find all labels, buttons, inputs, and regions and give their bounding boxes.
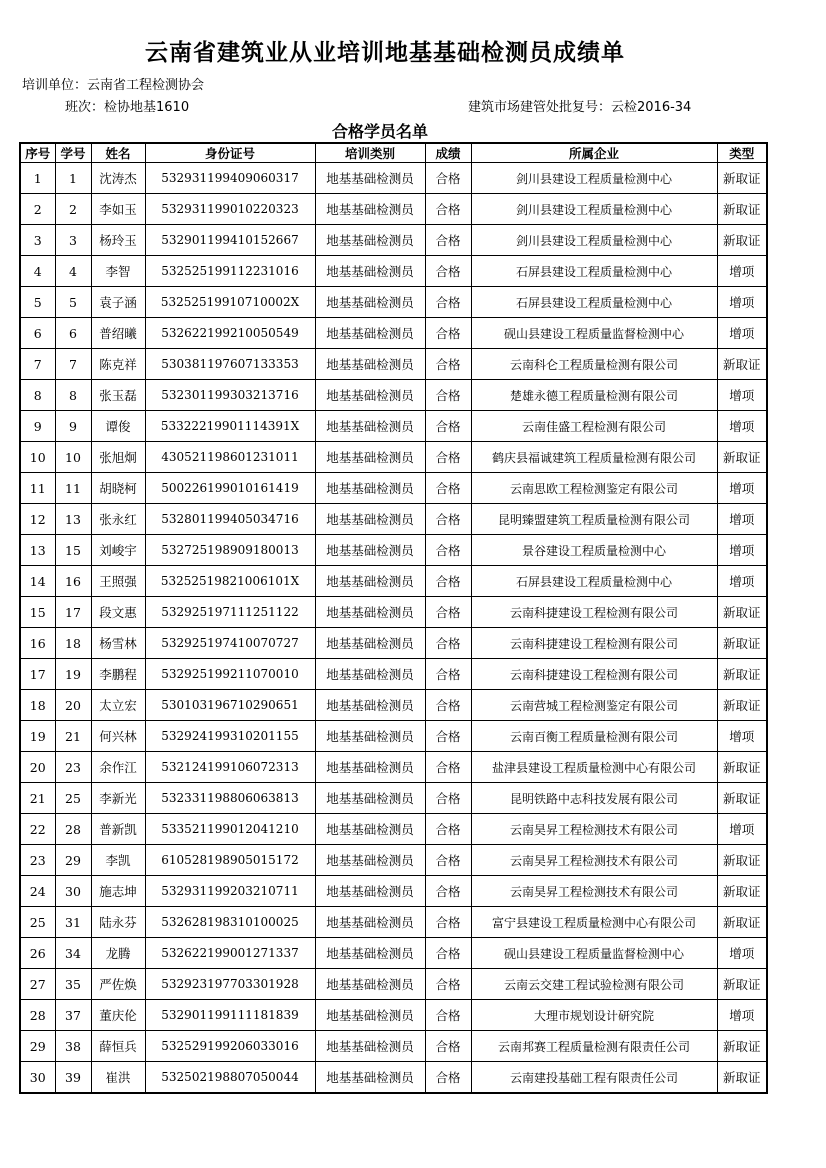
cell-id-number: 532925197111251122 xyxy=(145,597,315,628)
cell-student-no: 13 xyxy=(55,504,91,535)
cell-student-no: 17 xyxy=(55,597,91,628)
cell-type: 增项 xyxy=(717,938,767,969)
cell-company: 富宁县建设工程质量检测中心有限公司 xyxy=(471,907,717,938)
cell-name: 袁子涵 xyxy=(91,287,145,318)
cell-type: 新取证 xyxy=(717,659,767,690)
cell-id-number: 532924199310201155 xyxy=(145,721,315,752)
cell-id-number: 532931199203210711 xyxy=(145,876,315,907)
cell-type: 增项 xyxy=(717,287,767,318)
cell-seq: 13 xyxy=(20,535,55,566)
cell-student-no: 28 xyxy=(55,814,91,845)
table-row xyxy=(20,411,767,442)
cell-result: 合格 xyxy=(425,628,471,659)
cell-company: 云南邦赛工程质量检测有限责任公司 xyxy=(471,1031,717,1062)
cell-id-number: 532525199112231016 xyxy=(145,256,315,287)
cell-name: 张永红 xyxy=(91,504,145,535)
table-row xyxy=(20,194,767,225)
cell-training-category: 地基基础检测员 xyxy=(315,349,425,380)
table-row xyxy=(20,876,767,907)
cell-name: 龙腾 xyxy=(91,938,145,969)
cell-name: 杨雪林 xyxy=(91,628,145,659)
cell-training-category: 地基基础检测员 xyxy=(315,287,425,318)
cell-company: 云南营城工程检测鉴定有限公司 xyxy=(471,690,717,721)
cell-type: 新取证 xyxy=(717,969,767,1000)
cell-student-no: 1 xyxy=(55,163,91,194)
cell-result: 合格 xyxy=(425,318,471,349)
cell-seq: 10 xyxy=(20,442,55,473)
cell-id-number: 532502198807050044 xyxy=(145,1062,315,1094)
cell-id-number: 532628198310100025 xyxy=(145,907,315,938)
cell-seq: 24 xyxy=(20,876,55,907)
cell-company: 云南昊昇工程检测技术有限公司 xyxy=(471,876,717,907)
cell-result: 合格 xyxy=(425,225,471,256)
cell-type: 新取证 xyxy=(717,225,767,256)
cell-id-number: 532529199206033016 xyxy=(145,1031,315,1062)
cell-student-no: 9 xyxy=(55,411,91,442)
cell-result: 合格 xyxy=(425,752,471,783)
cell-result: 合格 xyxy=(425,380,471,411)
cell-result: 合格 xyxy=(425,597,471,628)
cell-training-category: 地基基础检测员 xyxy=(315,659,425,690)
cell-seq: 8 xyxy=(20,380,55,411)
cell-type: 增项 xyxy=(717,814,767,845)
table-row xyxy=(20,256,767,287)
cell-company: 云南科捷建设工程检测有限公司 xyxy=(471,597,717,628)
table-row xyxy=(20,783,767,814)
cell-training-category: 地基基础检测员 xyxy=(315,504,425,535)
cell-id-number: 532331198806063813 xyxy=(145,783,315,814)
cell-student-no: 16 xyxy=(55,566,91,597)
cell-type: 增项 xyxy=(717,566,767,597)
cell-id-number: 530381197607133353 xyxy=(145,349,315,380)
cell-student-no: 20 xyxy=(55,690,91,721)
cell-training-category: 地基基础检测员 xyxy=(315,969,425,1000)
cell-company: 石屏县建设工程质量检测中心 xyxy=(471,287,717,318)
header-company: 所属企业 xyxy=(471,143,717,163)
cell-training-category: 地基基础检测员 xyxy=(315,907,425,938)
table-row xyxy=(20,628,767,659)
cell-type: 新取证 xyxy=(717,907,767,938)
cell-company: 云南百衡工程质量检测有限公司 xyxy=(471,721,717,752)
cell-training-category: 地基基础检测员 xyxy=(315,225,425,256)
cell-id-number: 532725198909180013 xyxy=(145,535,315,566)
cell-student-no: 3 xyxy=(55,225,91,256)
training-organization: 培训单位：云南省工程检测协会 xyxy=(22,78,205,93)
cell-training-category: 地基基础检测员 xyxy=(315,1062,425,1094)
cell-student-no: 31 xyxy=(55,907,91,938)
cell-type: 新取证 xyxy=(717,690,767,721)
cell-seq: 14 xyxy=(20,566,55,597)
cell-company: 昆明铁路中志科技发展有限公司 xyxy=(471,783,717,814)
cell-company: 景谷建设工程质量检测中心 xyxy=(471,535,717,566)
cell-seq: 23 xyxy=(20,845,55,876)
cell-training-category: 地基基础检测员 xyxy=(315,752,425,783)
cell-result: 合格 xyxy=(425,938,471,969)
table-row xyxy=(20,442,767,473)
cell-seq: 22 xyxy=(20,814,55,845)
table-row xyxy=(20,318,767,349)
cell-seq: 28 xyxy=(20,1000,55,1031)
cell-type: 新取证 xyxy=(717,1031,767,1062)
cell-seq: 11 xyxy=(20,473,55,504)
cell-training-category: 地基基础检测员 xyxy=(315,597,425,628)
cell-name: 刘峻宇 xyxy=(91,535,145,566)
cell-seq: 20 xyxy=(20,752,55,783)
cell-result: 合格 xyxy=(425,1031,471,1062)
cell-student-no: 6 xyxy=(55,318,91,349)
cell-result: 合格 xyxy=(425,349,471,380)
table-row xyxy=(20,721,767,752)
cell-student-no: 30 xyxy=(55,876,91,907)
cell-type: 新取证 xyxy=(717,783,767,814)
cell-training-category: 地基基础检测员 xyxy=(315,318,425,349)
cell-name: 李如玉 xyxy=(91,194,145,225)
cell-training-category: 地基基础检测员 xyxy=(315,814,425,845)
table-row xyxy=(20,1062,767,1094)
cell-training-category: 地基基础检测员 xyxy=(315,628,425,659)
cell-student-no: 15 xyxy=(55,535,91,566)
cell-name: 崔洪 xyxy=(91,1062,145,1094)
cell-id-number: 532931199409060317 xyxy=(145,163,315,194)
cell-company: 云南思欧工程检测鉴定有限公司 xyxy=(471,473,717,504)
cell-seq: 1 xyxy=(20,163,55,194)
cell-seq: 3 xyxy=(20,225,55,256)
cell-student-no: 34 xyxy=(55,938,91,969)
cell-seq: 21 xyxy=(20,783,55,814)
table-row xyxy=(20,938,767,969)
table-row xyxy=(20,814,767,845)
cell-name: 李鹏程 xyxy=(91,659,145,690)
cell-type: 新取证 xyxy=(717,1062,767,1094)
cell-result: 合格 xyxy=(425,969,471,1000)
cell-company: 石屏县建设工程质量检测中心 xyxy=(471,256,717,287)
list-subtitle: 合格学员名单 xyxy=(331,122,428,141)
cell-seq: 9 xyxy=(20,411,55,442)
cell-seq: 17 xyxy=(20,659,55,690)
cell-name: 普新凯 xyxy=(91,814,145,845)
cell-name: 施志坤 xyxy=(91,876,145,907)
cell-id-number: 53252519910710002X xyxy=(145,287,315,318)
cell-name: 张玉磊 xyxy=(91,380,145,411)
cell-result: 合格 xyxy=(425,659,471,690)
cell-training-category: 地基基础检测员 xyxy=(315,783,425,814)
cell-company: 云南佳盛工程检测有限公司 xyxy=(471,411,717,442)
cell-id-number: 532901199410152667 xyxy=(145,225,315,256)
cell-student-no: 4 xyxy=(55,256,91,287)
cell-company: 云南昊昇工程检测技术有限公司 xyxy=(471,814,717,845)
cell-training-category: 地基基础检测员 xyxy=(315,163,425,194)
cell-name: 董庆伦 xyxy=(91,1000,145,1031)
cell-company: 盐津县建设工程质量检测中心有限公司 xyxy=(471,752,717,783)
cell-company: 云南科捷建设工程检测有限公司 xyxy=(471,659,717,690)
cell-student-no: 8 xyxy=(55,380,91,411)
cell-training-category: 地基基础检测员 xyxy=(315,845,425,876)
table-body xyxy=(20,163,767,1094)
cell-type: 增项 xyxy=(717,380,767,411)
cell-name: 严佐焕 xyxy=(91,969,145,1000)
cell-type: 新取证 xyxy=(717,597,767,628)
table-row xyxy=(20,566,767,597)
header-id-number: 身份证号 xyxy=(145,143,315,163)
header-training-category: 培训类别 xyxy=(315,143,425,163)
document-title: 云南省建筑业从业培训地基基础检测员成绩单 xyxy=(145,40,625,66)
cell-company: 昆明臻盟建筑工程质量检测有限公司 xyxy=(471,504,717,535)
cell-result: 合格 xyxy=(425,814,471,845)
table-row xyxy=(20,473,767,504)
cell-id-number: 532622199001271337 xyxy=(145,938,315,969)
cell-seq: 4 xyxy=(20,256,55,287)
cell-student-no: 35 xyxy=(55,969,91,1000)
cell-result: 合格 xyxy=(425,442,471,473)
cell-name: 谭俊 xyxy=(91,411,145,442)
cell-name: 太立宏 xyxy=(91,690,145,721)
table-row xyxy=(20,690,767,721)
cell-student-no: 7 xyxy=(55,349,91,380)
cell-student-no: 10 xyxy=(55,442,91,473)
table-row xyxy=(20,504,767,535)
cell-name: 李智 xyxy=(91,256,145,287)
cell-result: 合格 xyxy=(425,690,471,721)
header-seq: 序号 xyxy=(20,143,55,163)
cell-id-number: 500226199010161419 xyxy=(145,473,315,504)
cell-seq: 15 xyxy=(20,597,55,628)
cell-name: 段文惠 xyxy=(91,597,145,628)
cell-training-category: 地基基础检测员 xyxy=(315,1000,425,1031)
cell-type: 新取证 xyxy=(717,194,767,225)
cell-training-category: 地基基础检测员 xyxy=(315,411,425,442)
header-type: 类型 xyxy=(717,143,767,163)
cell-name: 陈克祥 xyxy=(91,349,145,380)
header-name: 姓名 xyxy=(91,143,145,163)
cell-seq: 29 xyxy=(20,1031,55,1062)
cell-result: 合格 xyxy=(425,721,471,752)
cell-company: 剑川县建设工程质量检测中心 xyxy=(471,225,717,256)
cell-seq: 2 xyxy=(20,194,55,225)
header-student-no: 学号 xyxy=(55,143,91,163)
cell-seq: 5 xyxy=(20,287,55,318)
cell-type: 增项 xyxy=(717,473,767,504)
table-row xyxy=(20,380,767,411)
cell-student-no: 5 xyxy=(55,287,91,318)
cell-result: 合格 xyxy=(425,256,471,287)
header-result: 成绩 xyxy=(425,143,471,163)
cell-type: 新取证 xyxy=(717,845,767,876)
table-row xyxy=(20,969,767,1000)
table-row xyxy=(20,907,767,938)
cell-name: 杨玲玉 xyxy=(91,225,145,256)
cell-id-number: 53252519821006101X xyxy=(145,566,315,597)
cell-name: 普绍曦 xyxy=(91,318,145,349)
cell-id-number: 610528198905015172 xyxy=(145,845,315,876)
cell-id-number: 532901199111181839 xyxy=(145,1000,315,1031)
cell-company: 楚雄永德工程质量检测有限公司 xyxy=(471,380,717,411)
cell-student-no: 11 xyxy=(55,473,91,504)
cell-seq: 19 xyxy=(20,721,55,752)
cell-type: 新取证 xyxy=(717,876,767,907)
cell-training-category: 地基基础检测员 xyxy=(315,256,425,287)
cell-company: 云南建投基础工程有限责任公司 xyxy=(471,1062,717,1094)
cell-student-no: 2 xyxy=(55,194,91,225)
cell-id-number: 53322219901114391X xyxy=(145,411,315,442)
cell-student-no: 19 xyxy=(55,659,91,690)
cell-seq: 16 xyxy=(20,628,55,659)
cell-result: 合格 xyxy=(425,783,471,814)
cell-seq: 7 xyxy=(20,349,55,380)
table-row xyxy=(20,597,767,628)
cell-result: 合格 xyxy=(425,504,471,535)
cell-training-category: 地基基础检测员 xyxy=(315,690,425,721)
cell-student-no: 39 xyxy=(55,1062,91,1094)
cell-type: 新取证 xyxy=(717,628,767,659)
cell-type: 增项 xyxy=(717,411,767,442)
cell-id-number: 532622199210050549 xyxy=(145,318,315,349)
table-row xyxy=(20,535,767,566)
cell-name: 王照强 xyxy=(91,566,145,597)
cell-result: 合格 xyxy=(425,876,471,907)
cell-id-number: 532124199106072313 xyxy=(145,752,315,783)
cell-name: 胡晓柯 xyxy=(91,473,145,504)
cell-seq: 27 xyxy=(20,969,55,1000)
cell-training-category: 地基基础检测员 xyxy=(315,535,425,566)
cell-id-number: 430521198601231011 xyxy=(145,442,315,473)
cell-training-category: 地基基础检测员 xyxy=(315,473,425,504)
cell-id-number: 532301199303213716 xyxy=(145,380,315,411)
cell-result: 合格 xyxy=(425,535,471,566)
cell-result: 合格 xyxy=(425,1000,471,1031)
table-row xyxy=(20,287,767,318)
cell-result: 合格 xyxy=(425,163,471,194)
table-row xyxy=(20,845,767,876)
cell-type: 增项 xyxy=(717,1000,767,1031)
table-row xyxy=(20,163,767,194)
cell-seq: 26 xyxy=(20,938,55,969)
cell-company: 砚山县建设工程质量监督检测中心 xyxy=(471,318,717,349)
cell-student-no: 23 xyxy=(55,752,91,783)
cell-type: 新取证 xyxy=(717,349,767,380)
cell-student-no: 18 xyxy=(55,628,91,659)
cell-result: 合格 xyxy=(425,566,471,597)
cell-name: 余作江 xyxy=(91,752,145,783)
cell-id-number: 532923197703301928 xyxy=(145,969,315,1000)
cell-result: 合格 xyxy=(425,845,471,876)
table-row xyxy=(20,1000,767,1031)
cell-training-category: 地基基础检测员 xyxy=(315,938,425,969)
cell-student-no: 25 xyxy=(55,783,91,814)
cell-student-no: 37 xyxy=(55,1000,91,1031)
cell-result: 合格 xyxy=(425,1062,471,1094)
cell-training-category: 地基基础检测员 xyxy=(315,566,425,597)
cell-training-category: 地基基础检测员 xyxy=(315,380,425,411)
cell-training-category: 地基基础检测员 xyxy=(315,876,425,907)
cell-name: 张旭炯 xyxy=(91,442,145,473)
cell-seq: 6 xyxy=(20,318,55,349)
results-table xyxy=(19,142,768,1094)
cell-type: 增项 xyxy=(717,535,767,566)
cell-training-category: 地基基础检测员 xyxy=(315,194,425,225)
cell-student-no: 38 xyxy=(55,1031,91,1062)
cell-result: 合格 xyxy=(425,411,471,442)
cell-company: 剑川县建设工程质量检测中心 xyxy=(471,163,717,194)
table-header-row xyxy=(20,143,767,163)
cell-training-category: 地基基础检测员 xyxy=(315,1031,425,1062)
cell-type: 增项 xyxy=(717,504,767,535)
cell-company: 云南昊昇工程检测技术有限公司 xyxy=(471,845,717,876)
cell-company: 石屏县建设工程质量检测中心 xyxy=(471,566,717,597)
cell-id-number: 530103196710290651 xyxy=(145,690,315,721)
cell-id-number: 533521199012041210 xyxy=(145,814,315,845)
cell-type: 增项 xyxy=(717,721,767,752)
cell-seq: 25 xyxy=(20,907,55,938)
cell-training-category: 地基基础检测员 xyxy=(315,721,425,752)
cell-company: 砚山县建设工程质量监督检测中心 xyxy=(471,938,717,969)
cell-result: 合格 xyxy=(425,194,471,225)
table-row xyxy=(20,1031,767,1062)
cell-seq: 30 xyxy=(20,1062,55,1094)
cell-result: 合格 xyxy=(425,907,471,938)
cell-company: 剑川县建设工程质量检测中心 xyxy=(471,194,717,225)
cell-type: 增项 xyxy=(717,256,767,287)
cell-type: 增项 xyxy=(717,318,767,349)
cell-company: 大理市规划设计研究院 xyxy=(471,1000,717,1031)
table-row xyxy=(20,349,767,380)
cell-name: 陆永芬 xyxy=(91,907,145,938)
cell-name: 何兴林 xyxy=(91,721,145,752)
cell-company: 鹤庆县福诚建筑工程质量检测有限公司 xyxy=(471,442,717,473)
cell-company: 云南科捷建设工程检测有限公司 xyxy=(471,628,717,659)
cell-training-category: 地基基础检测员 xyxy=(315,442,425,473)
approval-number: 建筑市场建管处批复号：云检2016-34 xyxy=(468,100,692,115)
table-row xyxy=(20,225,767,256)
class-number: 班次：检协地基1610 xyxy=(65,100,190,115)
cell-id-number: 532931199010220323 xyxy=(145,194,315,225)
cell-company: 云南云交建工程试验检测有限公司 xyxy=(471,969,717,1000)
table-row xyxy=(20,659,767,690)
cell-name: 李新光 xyxy=(91,783,145,814)
cell-name: 李凯 xyxy=(91,845,145,876)
cell-id-number: 532925199211070010 xyxy=(145,659,315,690)
table-row xyxy=(20,752,767,783)
cell-id-number: 532925197410070727 xyxy=(145,628,315,659)
cell-company: 云南科仑工程质量检测有限公司 xyxy=(471,349,717,380)
cell-seq: 12 xyxy=(20,504,55,535)
cell-result: 合格 xyxy=(425,473,471,504)
cell-name: 薛恒兵 xyxy=(91,1031,145,1062)
cell-type: 新取证 xyxy=(717,442,767,473)
cell-type: 新取证 xyxy=(717,163,767,194)
cell-student-no: 21 xyxy=(55,721,91,752)
cell-name: 沈涛杰 xyxy=(91,163,145,194)
cell-seq: 18 xyxy=(20,690,55,721)
cell-type: 新取证 xyxy=(717,752,767,783)
cell-student-no: 29 xyxy=(55,845,91,876)
cell-result: 合格 xyxy=(425,287,471,318)
cell-id-number: 532801199405034716 xyxy=(145,504,315,535)
